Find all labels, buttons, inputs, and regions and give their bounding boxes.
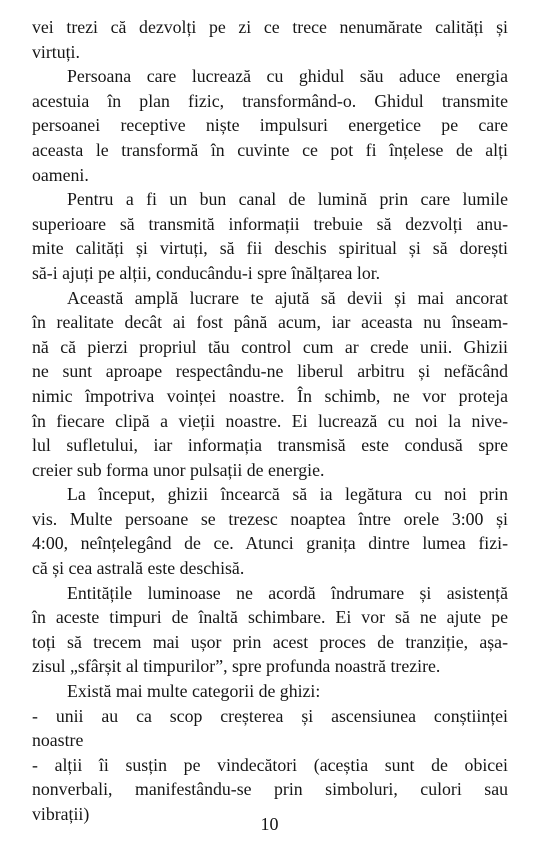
text-line: Entitățile luminoase ne acordă îndrumare și asistență [67,582,508,603]
text-line: toți să trecem mai ușor prin acest proces de tranziție, așa- [32,631,508,652]
text-line: să-i ajuți pe alții, conducându-i spre înălțarea lor. [32,262,381,283]
list-item-line: nonverbali, manifestându-se prin simboluri, culori sau [32,779,508,800]
text-line: Persoana care lucrează cu ghidul său aduce energia [67,66,508,87]
text-line: că și cea astrală este deschisă. [32,558,245,579]
text-line: Există mai multe categorii de ghizi: [67,681,321,702]
list-item-line: - alții îi susțin pe vindecători (aceștia sunt de obicei [32,754,508,775]
text-line: nimic împotriva voinței noastre. În schimb, ne vor proteja [32,385,508,406]
text-line: în realitate decât ai fost până acum, iar aceasta nu înseam- [32,312,508,333]
text-line: virtuți. [32,41,80,62]
page-number: 10 [260,814,279,834]
text-line: oameni. [32,164,89,185]
list-item-line: vibrații) [32,804,90,824]
text-line: lul sufletului, iar informația transmisă este condusă spre [32,435,508,456]
text-line: nă că pierzi propriul tău control cum ar crede unii. Ghizii [32,336,508,357]
list-item-line: noastre [32,730,84,751]
text-line: în fiecare clipă a vieții noastre. Ei lucrează cu noi la nive- [32,410,508,431]
text-line: ne sunt aproape respectându-ne liberul arbitru și nefăcând [32,361,508,382]
text-line: în aceste timpuri de înaltă schimbare. Ei vor să ne ajute pe [32,607,508,628]
text-line: Pentru a fi un bun canal de lumină prin care lumile [67,189,508,210]
text-line: vis. Multe persoane se trezesc noaptea între orele 3:00 și [32,508,508,529]
text-line: vei trezi că dezvolți pe zi ce trece nenumărate calități și [32,17,508,37]
text-line: creier sub forma unor pulsații de energie. [32,459,325,480]
text-line: persoanei receptive niște impulsuri energetice pe care [32,115,508,136]
text-line: superioare să transmită informații trebuie să dezvolți anu- [32,213,508,234]
list-item-line: - unii au ca scop creșterea și ascensiunea conștiinței [32,705,508,726]
text-line: La început, ghizii încearcă să ia legătura cu noi prin [67,484,508,505]
text-line: zisul „sfârșit al timpurilor”, spre profunda noastră trezire. [32,656,441,677]
text-line: 4:00, neînțelegând de ce. Atunci granița dintre lumea fizi- [32,533,508,554]
body-text [32,15,508,827]
text-line: Această amplă lucrare te ajută să devii și mai ancorat [67,287,508,308]
text-line: aceasta le transformă în cuvinte ce pot fi înțelese de alți [32,139,508,160]
text-line: acestuia în plan fizic, transformând-o. Ghidul transmite [32,90,508,111]
text-line: mite calități și virtuți, să fii deschis spiritual și să dorești [32,238,508,259]
